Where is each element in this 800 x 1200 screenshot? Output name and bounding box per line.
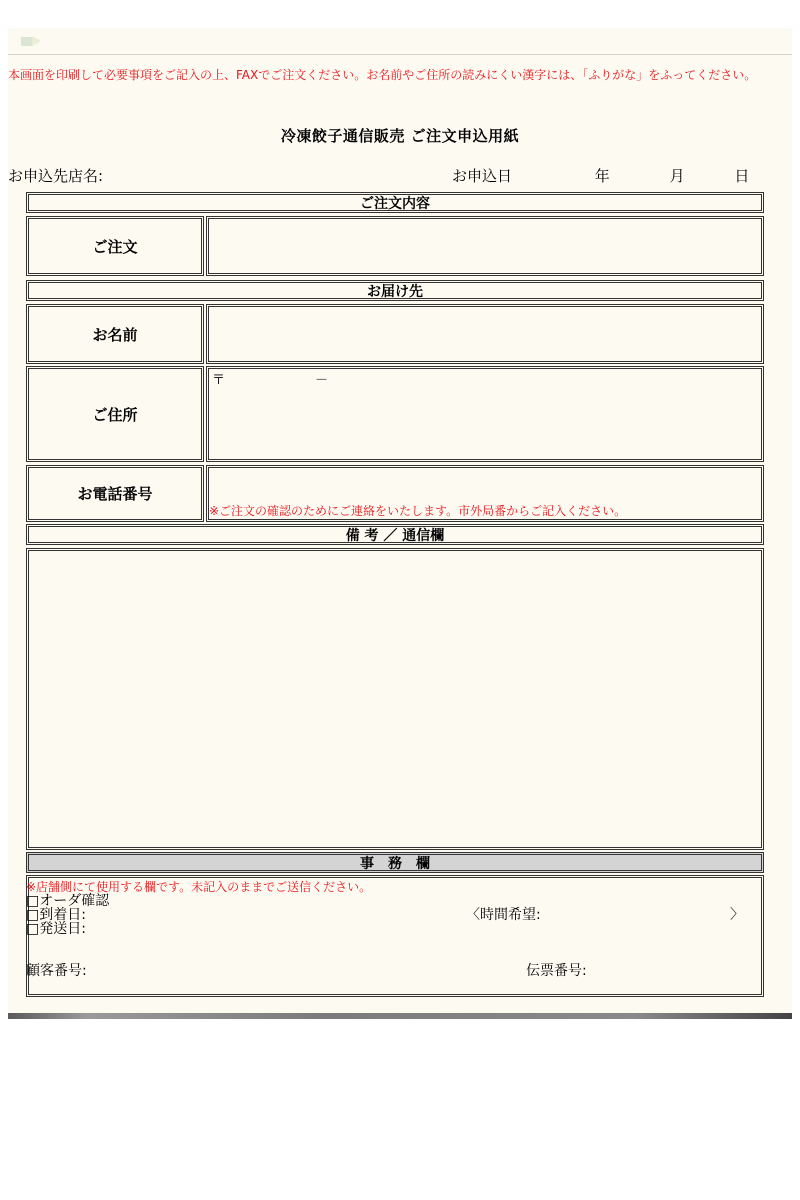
phone-input-area[interactable] bbox=[206, 465, 764, 522]
day-label: 日 bbox=[734, 167, 750, 185]
name-label-cell bbox=[26, 304, 204, 364]
store-name-field[interactable] bbox=[8, 165, 103, 186]
application-date-label: お申込日 bbox=[452, 167, 513, 185]
office-section-heading-text: 事 務 欄 bbox=[360, 855, 430, 872]
office-note: ※店舗側にて使用する欄です。未記入のままでご送信ください。 bbox=[26, 880, 372, 894]
page-title: 冷凍餃子通信販売 ご注文申込用紙 bbox=[280, 127, 520, 145]
time-request-close: 〉 bbox=[730, 907, 744, 923]
postal-dash: － bbox=[315, 373, 329, 388]
address-input-area[interactable] bbox=[206, 366, 764, 462]
address-label-cell bbox=[26, 366, 204, 462]
order-section-heading bbox=[26, 192, 764, 213]
remarks-section-heading-text: 備 考 ／ 通信欄 bbox=[345, 527, 445, 544]
slip-number-label: 伝票番号: bbox=[526, 963, 587, 979]
time-request-label: 〈時間希望: bbox=[466, 907, 541, 923]
order-label-cell bbox=[26, 216, 204, 276]
print-instructions: 本画面を印刷して必要事項をご記入の上、FAXでご注文ください。お名前やご住所の読みにくい漢字には、「ふりがな」をふってください。 bbox=[8, 68, 757, 82]
name-input-area[interactable] bbox=[206, 304, 764, 364]
phone-label-cell bbox=[26, 465, 204, 522]
delivery-section-heading-text: お届け先 bbox=[367, 283, 423, 300]
order-confirm-checkbox[interactable]: □オーダ確認 bbox=[26, 893, 110, 909]
delivery-section-heading bbox=[26, 280, 764, 301]
order-input-area[interactable] bbox=[206, 216, 764, 276]
bottom-shadow-bar bbox=[8, 1013, 792, 1019]
arrival-date-checkbox[interactable]: □到着日: bbox=[26, 907, 86, 923]
order-section-heading-text: ご注文内容 bbox=[360, 195, 430, 212]
postal-mark: 〒 bbox=[212, 373, 226, 388]
order-label: ご注文 bbox=[92, 237, 138, 256]
document-icon bbox=[20, 34, 42, 48]
year-label: 年 bbox=[594, 167, 610, 185]
customer-number-label: 顧客番号: bbox=[26, 963, 87, 979]
ship-date-checkbox[interactable]: □発送日: bbox=[26, 921, 86, 937]
remarks-section-heading bbox=[26, 524, 764, 545]
phone-note: ※ご注文の確認のためにご連絡をいたします。市外局番からご記入ください。 bbox=[209, 504, 627, 518]
order-form-page bbox=[8, 28, 792, 1016]
office-section-heading bbox=[26, 852, 764, 873]
phone-label: お電話番号 bbox=[77, 485, 153, 503]
top-divider bbox=[8, 54, 792, 55]
application-date-field[interactable] bbox=[452, 165, 749, 186]
store-name-label: お申込先店名: bbox=[8, 167, 104, 185]
month-label: 月 bbox=[669, 167, 685, 185]
name-label: お名前 bbox=[92, 325, 138, 344]
address-label: ご住所 bbox=[92, 405, 138, 424]
remarks-input-area[interactable] bbox=[26, 548, 764, 850]
